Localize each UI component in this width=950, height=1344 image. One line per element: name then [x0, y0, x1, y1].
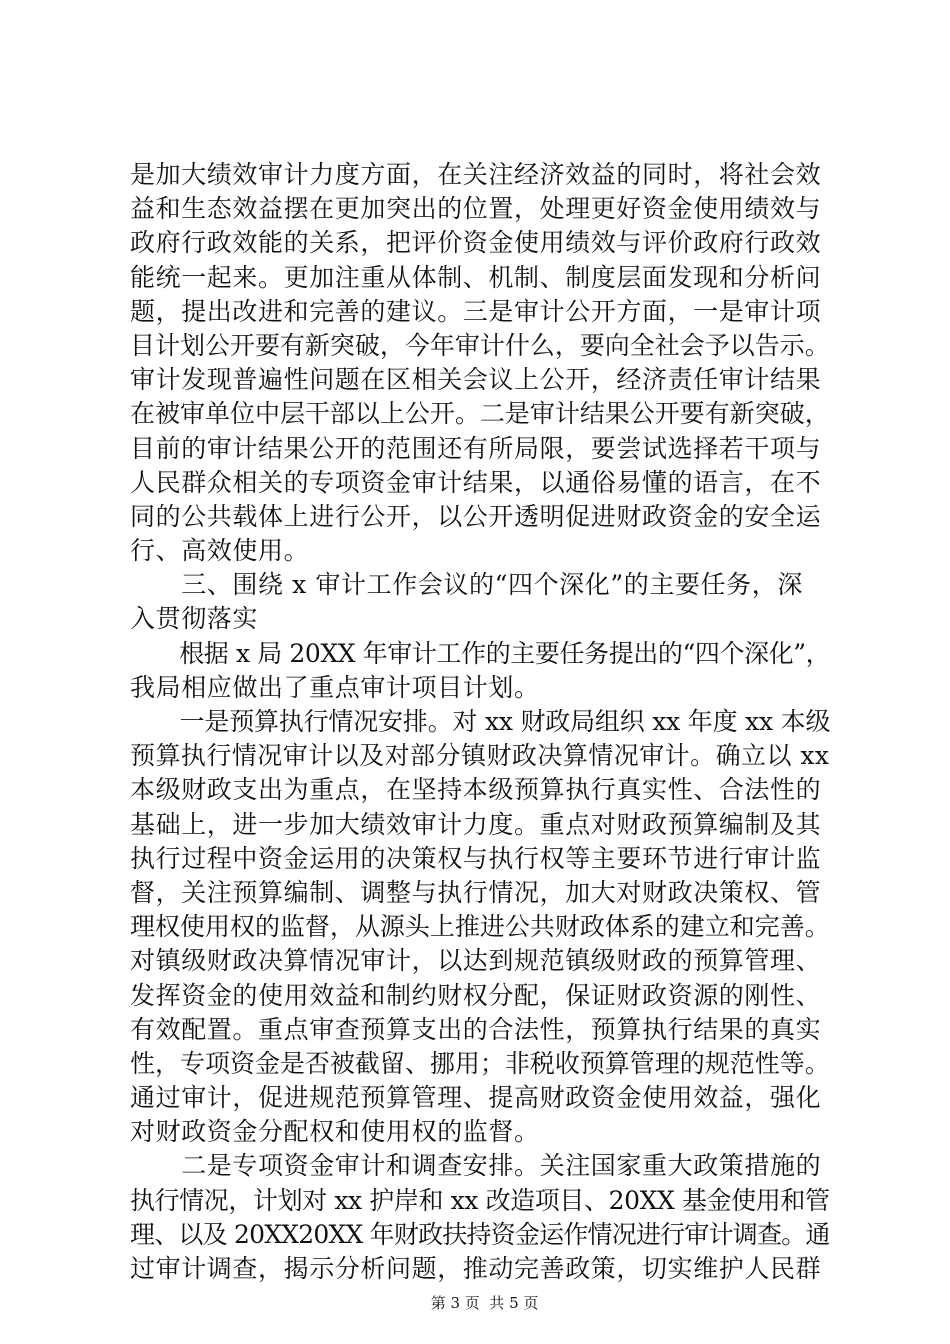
section-heading-line: 三、围绕 x 审计工作会议的“四个深化”的主要任务，深: [130, 570, 803, 600]
page-footer: [0, 1273, 950, 1333]
text-line: 审计发现普遍性问题在区相关会议上公开，经济责任审计结果: [130, 365, 822, 395]
text-line: 过审计调查，揭示分析问题，推动完善政策，切实维护人民群: [130, 1254, 822, 1283]
text-line: 同的公共载体上进行公开，以公开透明促进财政资金的安全运: [130, 501, 822, 531]
text-line: 性，专项资金是否被截留、挪用；非税收预算管理的规范性等。: [130, 1048, 830, 1078]
text-line: 有效配置。重点审查预算支出的合法性，预算执行结果的真实: [130, 1014, 822, 1044]
text-line: 根据 x 局 20XX 年审计工作的主要任务提出的“四个深化”，: [130, 638, 831, 668]
text-line: 通过审计，促进规范预算管理、提高财政资金使用效益，强化: [130, 1083, 822, 1113]
text-line: 益和生态效益摆在更加突出的位置，处理更好资金使用绩效与: [130, 194, 822, 224]
text-line: 能统一起来。更加注重从体制、机制、制度层面发现和分析问: [130, 262, 822, 292]
text-line: 行、高效使用。: [130, 536, 310, 566]
text-line: 基础上，进一步加大绩效审计力度。重点对财政预算编制及其: [130, 809, 822, 839]
text-line: 题，提出改进和完善的建议。三是审计公开方面，一是审计项: [130, 296, 822, 326]
text-line: 一是预算执行情况安排。对 xx 财政局组织 xx 年度 xx 本级: [130, 707, 831, 736]
text-line: 对镇级财政决算情况审计，以达到规范镇级财政的预算管理、: [130, 946, 822, 976]
text-line: 执行情况，计划对 xx 护岸和 xx 改造项目、20XX 基金使用和管: [130, 1185, 830, 1215]
text-line: 发挥资金的使用效益和制约财权分配，保证财政资源的刚性、: [130, 980, 822, 1010]
page-number: 第 3 页 共 5 页: [430, 1294, 539, 1312]
text-line: 目前的审计结果公开的范围还有所局限，要尝试选择若干项与: [130, 433, 822, 463]
text-line: 在被审单位中层干部以上公开。二是审计结果公开要有新突破，: [130, 399, 830, 429]
text-line: 理权使用权的监督，从源头上推进公共财政体系的建立和完善。: [130, 912, 830, 942]
text-line: 政府行政效能的关系，把评价资金使用绩效与评价政府行政效: [130, 228, 822, 258]
text-line: 目计划公开要有新突破，今年审计什么，要向全社会予以告示。: [130, 330, 830, 360]
text-line: 预算执行情况审计以及对部分镇财政决算情况审计。确立以 xx: [130, 741, 830, 771]
text-line: 执行过程中资金运用的决策权与执行权等主要环节进行审计监: [130, 843, 822, 873]
text-line: 本级财政支出为重点，在坚持本级预算执行真实性、合法性的: [130, 775, 822, 805]
section-heading-line: 入贯彻落实: [130, 604, 259, 634]
text-line: 我局相应做出了重点审计项目计划。: [130, 672, 540, 702]
text-line: 对财政资金分配权和使用权的监督。: [130, 1117, 540, 1147]
text-line: 人民群众相关的专项资金审计结果，以通俗易懂的语言，在不: [130, 467, 822, 497]
text-line: 督，关注预算编制、调整与执行情况，加大对财政决策权、管: [130, 877, 822, 907]
text-line: 是加大绩效审计力度方面，在关注经济效益的同时，将社会效: [130, 160, 822, 189]
text-line: 理、以及 20XX20XX 年财政扶持资金运作情况进行审计调查。通: [130, 1219, 830, 1249]
document-body: [130, 158, 830, 1286]
text-line: 二是专项资金审计和调查安排。关注国家重大政策措施的: [130, 1151, 822, 1181]
